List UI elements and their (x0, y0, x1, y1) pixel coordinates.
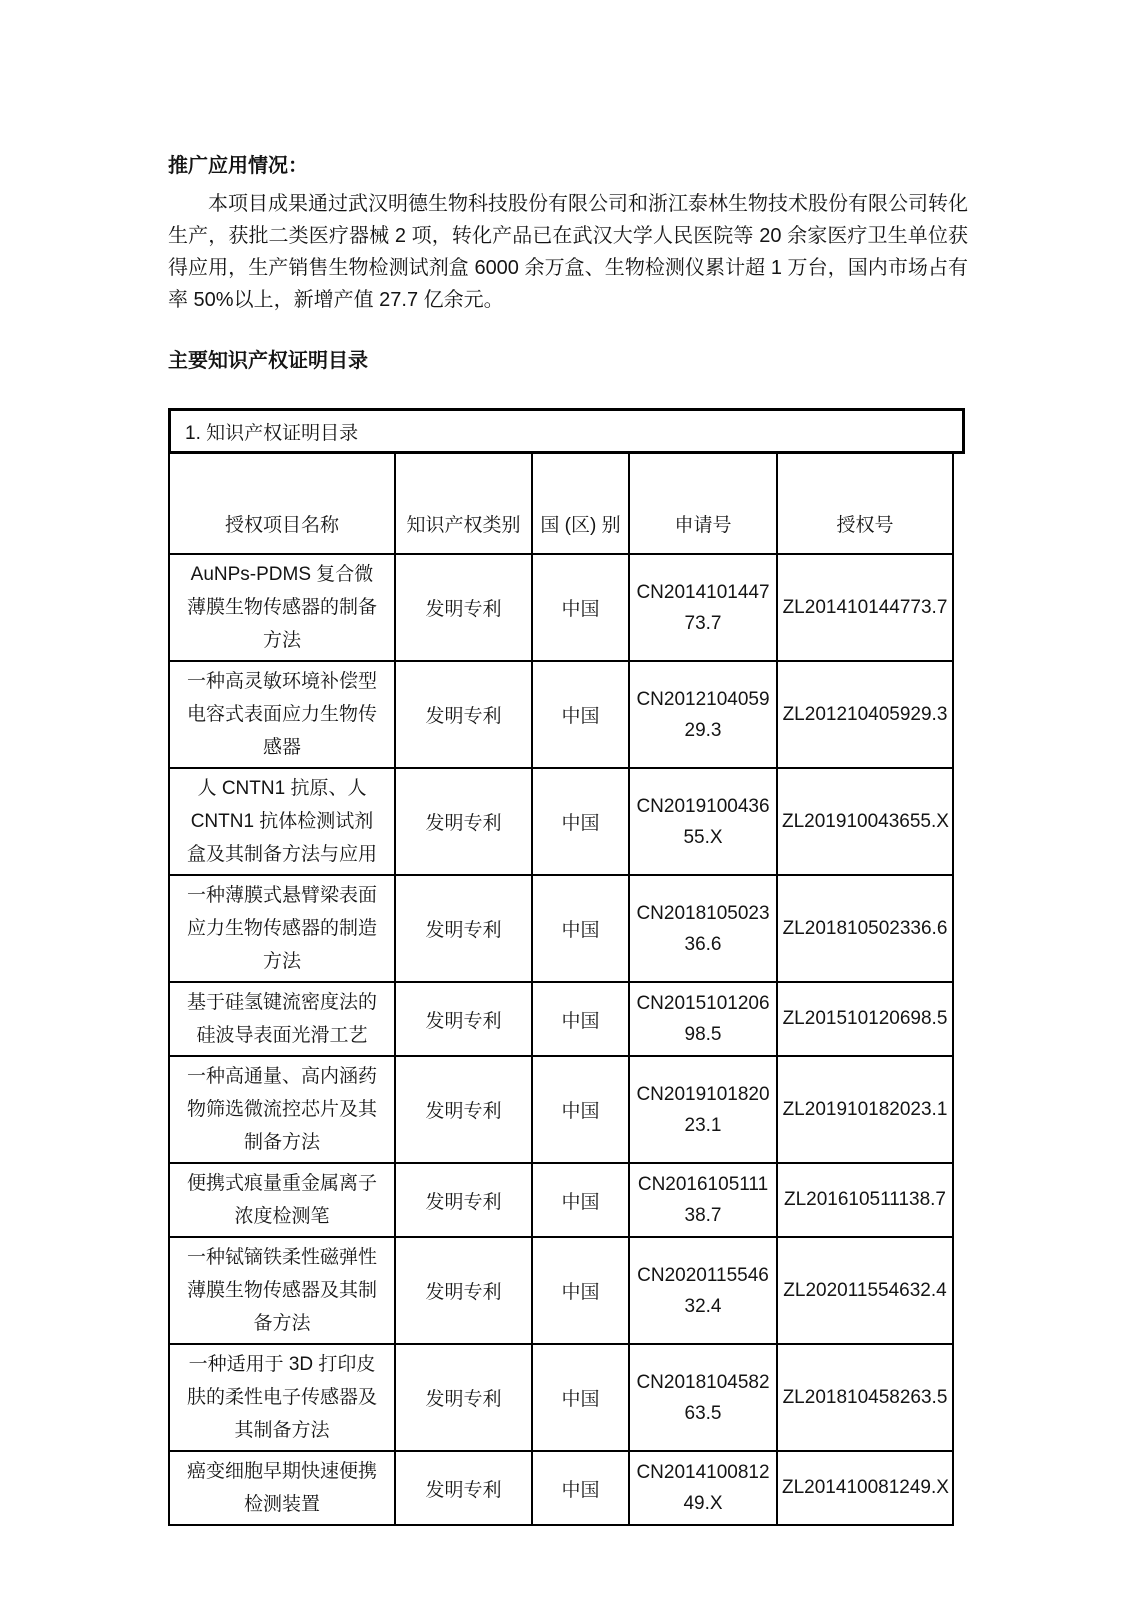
column-header-grant-no: 授权号 (777, 454, 953, 554)
patent-category: 发明专利 (395, 982, 532, 1056)
table-caption-box (168, 408, 965, 454)
patent-grant-no: ZL201910043655.X (777, 768, 953, 875)
ip-section-heading: 主要知识产权证明目录 (168, 350, 368, 372)
patent-grant-no: ZL202011554632.4 (777, 1237, 953, 1344)
patent-name: 便携式痕量重金属离子浓度检测笔 (169, 1163, 395, 1237)
patent-application-no: CN201810458263.5 (629, 1344, 777, 1451)
promo-paragraph: 本项目成果通过武汉明德生物科技股份有限公司和浙江泰林生物技术股份有限公司转化生产，获批二类医疗器械 2 项，转化产品已在武汉大学人民医院等 20 余家医疗卫生单位获得应用，生产销售生物检测试剂盒 6000 余万盒、生物检测仪累计超 1 万台，国内市场占有率 50%以上，新增产值 27.7 亿余元。 (168, 193, 968, 311)
patent-grant-no: ZL201410144773.7 (777, 554, 953, 661)
patent-country: 中国 (532, 982, 629, 1056)
patent-grant-no: ZL201910182023.1 (777, 1056, 953, 1163)
table-row (169, 1163, 953, 1237)
patent-country: 中国 (532, 1451, 629, 1525)
patent-name: AuNPs-PDMS 复合微薄膜生物传感器的制备方法 (169, 554, 395, 661)
ip-table (168, 454, 954, 1526)
patent-application-no: CN201210405929.3 (629, 661, 777, 768)
patent-category: 发明专利 (395, 661, 532, 768)
table-row (169, 661, 953, 768)
patent-name: 人 CNTN1 抗原、人 CNTN1 抗体检测试剂盒及其制备方法与应用 (169, 768, 395, 875)
table-row (169, 982, 953, 1056)
patent-country: 中国 (532, 1344, 629, 1451)
patent-country: 中国 (532, 875, 629, 982)
patent-name: 一种铽镝铁柔性磁弹性薄膜生物传感器及其制备方法 (169, 1237, 395, 1344)
column-header-country: 国 (区) 别 (532, 454, 629, 554)
patent-category: 发明专利 (395, 875, 532, 982)
patent-grant-no: ZL201210405929.3 (777, 661, 953, 768)
patent-name: 基于硅氢键流密度法的硅波导表面光滑工艺 (169, 982, 395, 1056)
table-row (169, 1237, 953, 1344)
patent-category: 发明专利 (395, 1163, 532, 1237)
patent-country: 中国 (532, 661, 629, 768)
patent-category: 发明专利 (395, 554, 532, 661)
patent-name: 一种高通量、高内涵药物筛选微流控芯片及其制备方法 (169, 1056, 395, 1163)
patent-grant-no: ZL201810502336.6 (777, 875, 953, 982)
table-row (169, 554, 953, 661)
patent-category: 发明专利 (395, 1344, 532, 1451)
patent-country: 中国 (532, 554, 629, 661)
patent-grant-no: ZL201510120698.5 (777, 982, 953, 1056)
column-header-name: 授权项目名称 (169, 454, 395, 554)
patent-grant-no: ZL201610511138.7 (777, 1163, 953, 1237)
patent-category: 发明专利 (395, 1056, 532, 1163)
patent-application-no: CN201410144773.7 (629, 554, 777, 661)
patent-application-no: CN201910043655.X (629, 768, 777, 875)
patent-application-no: CN201610511138.7 (629, 1163, 777, 1237)
table-row (169, 1344, 953, 1451)
patent-grant-no: ZL201810458263.5 (777, 1344, 953, 1451)
patent-application-no: CN201410081249.X (629, 1451, 777, 1525)
patent-application-no: CN201910182023.1 (629, 1056, 777, 1163)
table-caption: 1. 知识产权证明目录 (185, 422, 359, 444)
patent-application-no: CN201810502336.6 (629, 875, 777, 982)
patent-country: 中国 (532, 1056, 629, 1163)
patent-name: 一种适用于 3D 打印皮肤的柔性电子传感器及其制备方法 (169, 1344, 395, 1451)
table-row (169, 875, 953, 982)
patent-grant-no: ZL201410081249.X (777, 1451, 953, 1525)
table-row (169, 768, 953, 875)
patent-category: 发明专利 (395, 1451, 532, 1525)
patent-country: 中国 (532, 1163, 629, 1237)
patent-category: 发明专利 (395, 1237, 532, 1344)
column-header-application-no: 申请号 (629, 454, 777, 554)
patent-name: 一种高灵敏环境补偿型电容式表面应力生物传感器 (169, 661, 395, 768)
patent-name: 癌变细胞早期快速便携检测装置 (169, 1451, 395, 1525)
promo-section-heading: 推广应用情况： (168, 155, 308, 177)
column-header-category: 知识产权类别 (395, 454, 532, 554)
patent-category: 发明专利 (395, 768, 532, 875)
patent-application-no: CN202011554632.4 (629, 1237, 777, 1344)
table-row (169, 1451, 953, 1525)
patent-country: 中国 (532, 768, 629, 875)
patent-name: 一种薄膜式悬臂梁表面应力生物传感器的制造方法 (169, 875, 395, 982)
table-row (169, 1056, 953, 1163)
table-header-row (169, 454, 953, 554)
patent-application-no: CN201510120698.5 (629, 982, 777, 1056)
patent-country: 中国 (532, 1237, 629, 1344)
